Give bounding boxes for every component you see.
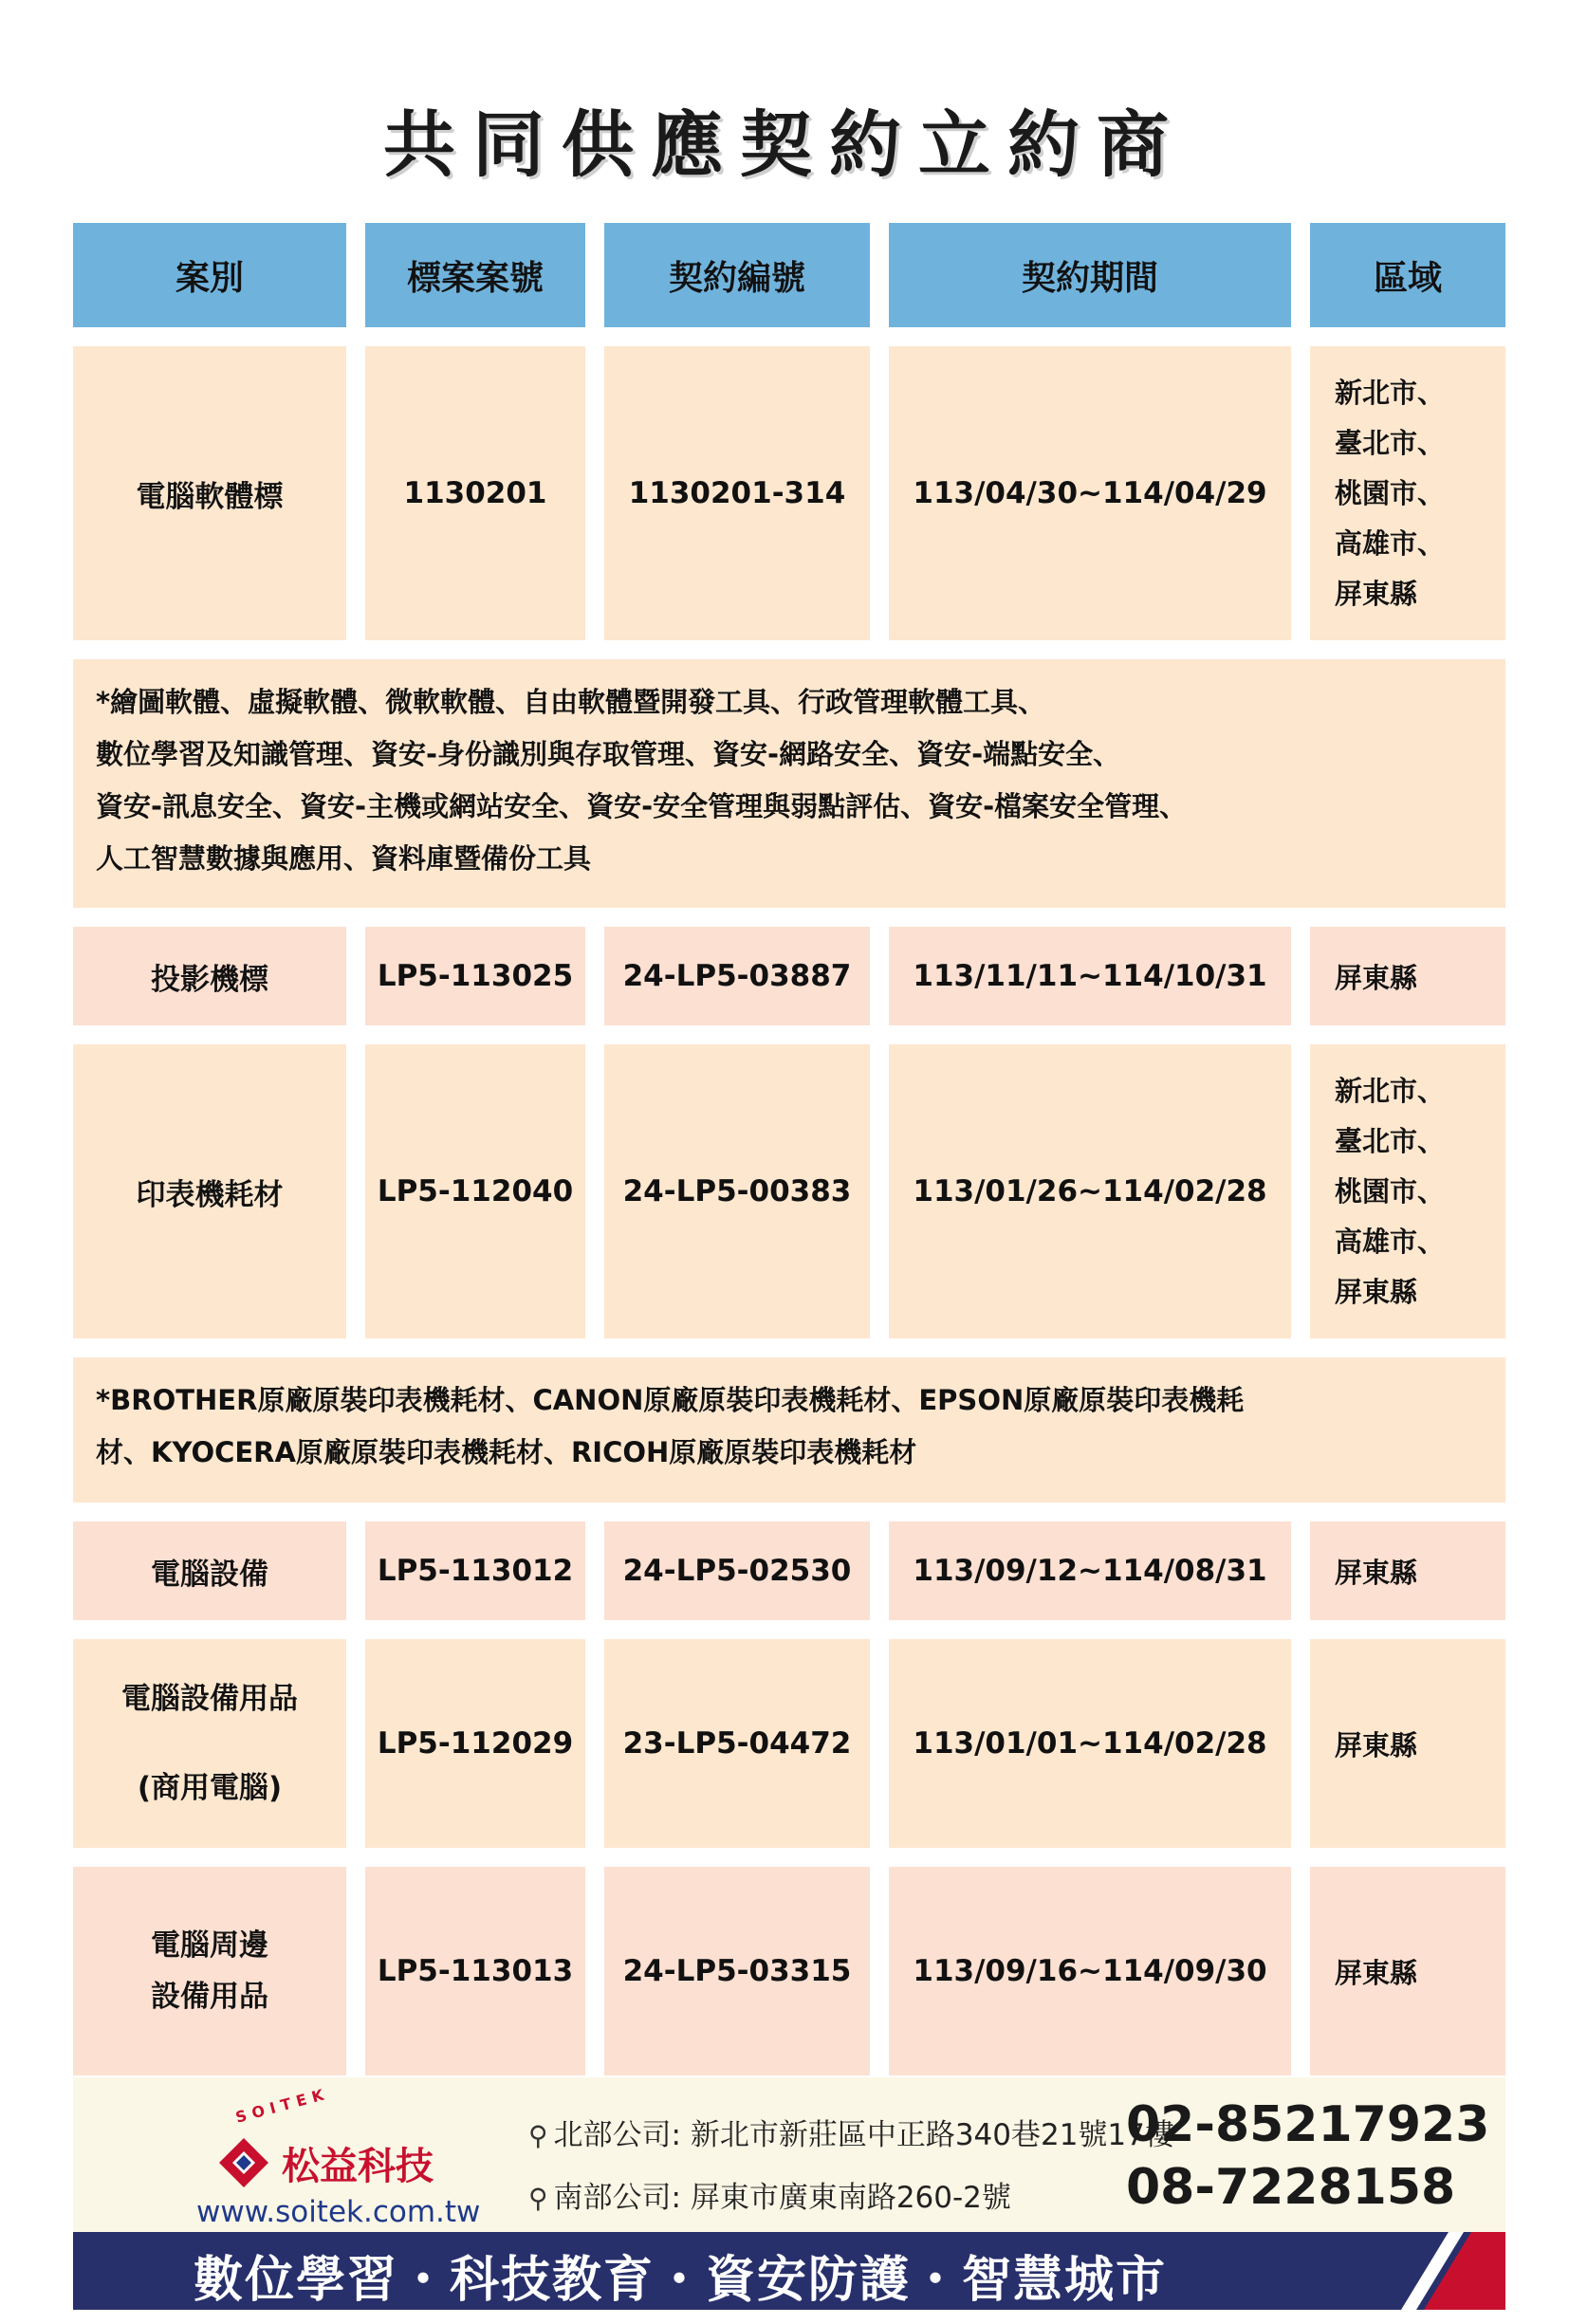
printer-note — [73, 1357, 1505, 1503]
case-line: 電腦設備用品 — [121, 1682, 298, 1716]
logo-arc-text: SOITEK — [233, 2084, 332, 2127]
tender-no: LP5-113013 — [365, 1867, 585, 2075]
case-line: (商用電腦) — [137, 1771, 283, 1805]
table-row — [73, 1044, 1505, 1338]
south-address-text: 南部公司: 屏東市廣東南路260-2號 — [553, 2181, 1011, 2215]
region: 桃園市、 — [1335, 1174, 1446, 1208]
tender-no: 1130201 — [365, 346, 585, 640]
region: 屏東縣 — [1335, 1556, 1418, 1589]
header-contract: 契約編號 — [604, 223, 870, 327]
location-pin-icon: ⚲ — [528, 2183, 548, 2214]
tender-no: LP5-112029 — [365, 1639, 585, 1848]
south-address — [528, 2173, 1011, 2216]
region-list — [1310, 927, 1505, 1025]
contract-period: 113/09/12~114/08/31 — [889, 1522, 1291, 1620]
contract-no: 23-LP5-04472 — [604, 1639, 870, 1848]
region-list — [1310, 346, 1505, 640]
table-row — [73, 1522, 1505, 1620]
company-name: 松益科技 — [282, 2145, 434, 2188]
north-address-text: 北部公司: 新北市新莊區中正路340巷21號17樓 — [553, 2118, 1174, 2152]
location-pin-icon: ⚲ — [528, 2120, 548, 2151]
header-case: 案別 — [73, 223, 346, 327]
company-logo — [196, 2084, 481, 2229]
south-phone: 08-7228158 — [1126, 2159, 1456, 2216]
case-name: 印表機耗材 — [73, 1044, 346, 1338]
region: 屏東縣 — [1335, 577, 1418, 610]
case-name: 電腦設備 — [73, 1522, 346, 1620]
note-line: *BROTHER原廠原裝印表機耗材、CANON原廠原裝印表機耗材、EPSON原廠原裝印表機耗 — [96, 1384, 1245, 1416]
slogan-text: 數位學習・科技教育・資安防護・智慧城市 — [193, 2252, 1167, 2309]
tender-no: LP5-113025 — [365, 927, 585, 1025]
region: 高雄市、 — [1335, 526, 1446, 560]
note-line: 材、KYOCERA原廠原裝印表機耗材、RICOH原廠原裝印表機耗材 — [96, 1436, 917, 1468]
case-name — [73, 1867, 346, 2075]
region: 新北市、 — [1335, 1074, 1446, 1107]
region: 屏東縣 — [1335, 1275, 1418, 1308]
company-url[interactable]: www.soitek.com.tw — [196, 2195, 481, 2229]
region-list — [1310, 1522, 1505, 1620]
contract-no: 1130201-314 — [604, 346, 870, 640]
header-period: 契約期間 — [889, 223, 1291, 327]
contract-no: 24-LP5-00383 — [604, 1044, 870, 1338]
region: 高雄市、 — [1335, 1225, 1446, 1258]
tender-no: LP5-112040 — [365, 1044, 585, 1338]
case-name: 電腦軟體標 — [73, 346, 346, 640]
note-line: *繪圖軟體、虛擬軟體、微軟軟體、自由軟體暨開發工具、行政管理軟體工具、 — [96, 686, 1046, 718]
region: 臺北市、 — [1335, 1124, 1446, 1157]
contract-period: 113/09/16~114/09/30 — [889, 1867, 1291, 2075]
case-name: 投影機標 — [73, 927, 346, 1025]
contract-no: 24-LP5-03315 — [604, 1867, 870, 2075]
note-line: 數位學習及知識管理、資安-身份識別與存取管理、資安-網路安全、資安-端點安全、 — [96, 738, 1121, 770]
region: 臺北市、 — [1335, 426, 1446, 459]
north-phone: 02-85217923 — [1126, 2096, 1490, 2153]
case-line: 電腦周邊 — [151, 1928, 268, 1963]
contract-period: 113/11/11~114/10/31 — [889, 927, 1291, 1025]
region: 屏東縣 — [1335, 1728, 1418, 1761]
contract-period: 113/04/30~114/04/29 — [889, 346, 1291, 640]
table-row — [73, 927, 1505, 1025]
contract-period: 113/01/26~114/02/28 — [889, 1044, 1291, 1338]
table-header — [73, 223, 1505, 327]
logo-diamond-icon — [215, 2134, 272, 2191]
region: 屏東縣 — [1335, 961, 1418, 994]
region-list — [1310, 1639, 1505, 1848]
contract-period: 113/01/01~114/02/28 — [889, 1639, 1291, 1848]
region-list — [1310, 1044, 1505, 1338]
company-footer — [73, 2077, 1505, 2232]
region: 新北市、 — [1335, 376, 1446, 409]
slogan-banner — [73, 2232, 1505, 2310]
region: 屏東縣 — [1335, 1956, 1418, 1989]
contract-no: 24-LP5-02530 — [604, 1522, 870, 1620]
case-line: 設備用品 — [151, 1980, 268, 2014]
note-line: 人工智慧數據與應用、資料庫暨備份工具 — [96, 842, 592, 875]
note-line: 資安-訊息安全、資安-主機或網站安全、資安-安全管理與弱點評估、資安-檔案安全管理、 — [96, 790, 1188, 822]
table-row — [73, 1639, 1505, 1848]
case-name — [73, 1639, 346, 1848]
table-row — [73, 346, 1505, 640]
tender-no: LP5-113012 — [365, 1522, 585, 1620]
header-region: 區域 — [1310, 223, 1505, 327]
contract-table — [73, 223, 1505, 2094]
north-address — [528, 2111, 1174, 2153]
banner-stripe-decoration — [73, 2232, 1505, 2310]
region: 桃園市、 — [1335, 476, 1446, 509]
contract-no: 24-LP5-03887 — [604, 927, 870, 1025]
page-title: 共同供應契約立約商 — [383, 102, 1186, 187]
software-note — [73, 659, 1505, 908]
table-row — [73, 1867, 1505, 2075]
header-tender: 標案案號 — [365, 223, 585, 327]
region-list — [1310, 1867, 1505, 2075]
